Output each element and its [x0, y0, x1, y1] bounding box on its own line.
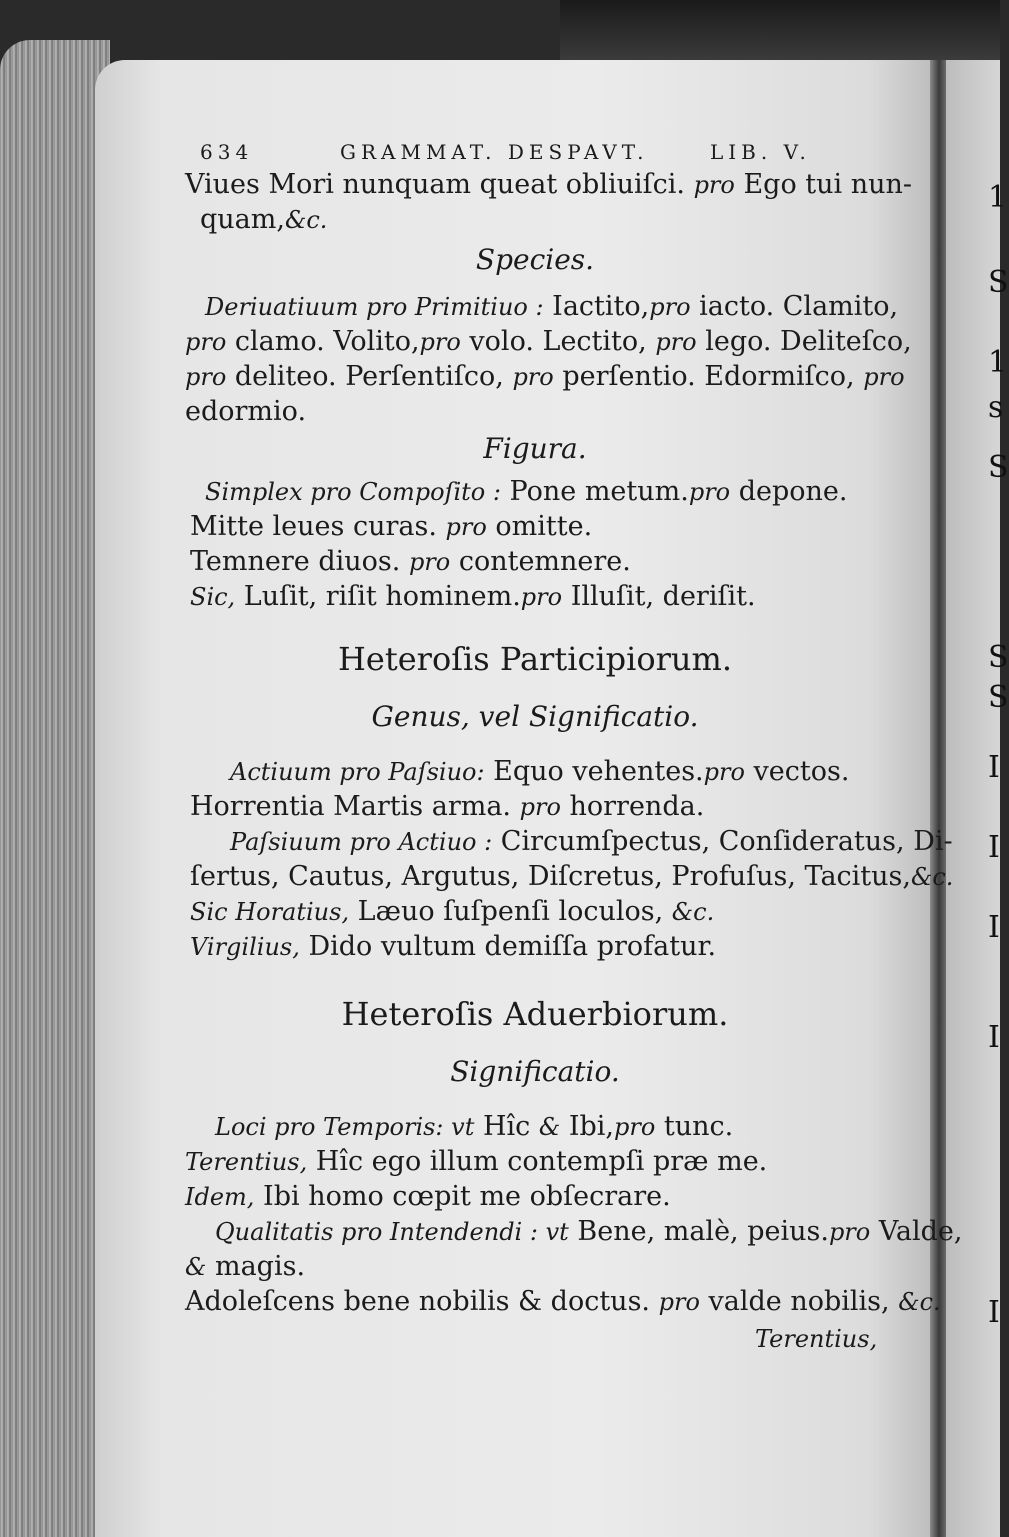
text-line: Viues Mori nunquam queat obliuiſci. pro Ego tui nun- [185, 169, 913, 200]
text-line: Temnere diuos. pro contemnere. [190, 546, 631, 577]
text-line: ſertus, Cautus, Argutus, Diſcretus, Profuſus, Tacitus,&c. [190, 861, 954, 892]
subheading-figura: Figura. [483, 432, 587, 465]
heading-participiorum: Heteroſis Participiorum. [338, 640, 732, 678]
heading-aduerbiorum: Heteroſis Aduerbiorum. [341, 995, 729, 1033]
facing-page-edge: 1 S 1 s S S S I I I I I [946, 60, 1000, 1537]
book-page-edges [0, 40, 110, 1537]
text-line: Actiuum pro Paſsiuo: Equo vehentes.pro vectos. [230, 756, 850, 787]
text-line: quam,&c. [200, 204, 328, 235]
page-number: 634 [200, 140, 254, 164]
text-line: & magis. [185, 1251, 306, 1282]
subheading-significatio: Significatio. [450, 1055, 620, 1088]
text-line: Sic Horatius, Læuo ſuſpenſi loculos, &c. [190, 896, 715, 927]
catchword: Terentius, [755, 1325, 878, 1353]
text-line: Paſsiuum pro Actiuo : Circumſpectus, Conſideratus, Di- [230, 826, 953, 857]
text-line: Sic, Luſit, riſit hominem.pro Illuſit, deriſit. [190, 581, 756, 612]
text-line: edormio. [185, 396, 307, 427]
book-number: LIB. V. [710, 140, 811, 164]
text-line: Deriuatiuum pro Primitiuo : Iactito,pro iacto. Clamito, [205, 291, 899, 322]
text-line: Terentius, Hîc ego illum contempſi præ me. [185, 1146, 768, 1177]
text-line: Simplex pro Compoſito : Pone metum.pro depone. [205, 476, 848, 507]
subheading-genus: Genus, vel Significatio. [371, 700, 699, 733]
text-line: Virgilius, Dido vultum demiſſa profatur. [190, 931, 717, 962]
text-line: pro clamo. Volito,pro volo. Lectito, pro lego. Deliteſco, [185, 326, 912, 357]
subheading-species: Species. [475, 243, 595, 276]
text-line: Adoleſcens bene nobilis & doctus. pro valde nobilis, &c. [185, 1286, 941, 1317]
text-line: Idem, Ibi homo cœpit me obſecrare. [185, 1181, 671, 1212]
text-line: pro deliteo. Perſentiſco, pro perſentio. Edormiſco, pro [185, 361, 905, 392]
text-line: Horrentia Martis arma. pro horrenda. [190, 791, 705, 822]
text-line: Qualitatis pro Intendendi : vt Bene, malè, peius.pro Valde, [215, 1216, 963, 1247]
running-title: GRAMMAT. DESPAVT. [340, 140, 649, 164]
text-line: Mitte leues curas. pro omitte. [190, 511, 593, 542]
book-binding-top [560, 0, 1000, 60]
text-line: Loci pro Temporis: vt Hîc & Ibi,pro tunc. [215, 1111, 734, 1142]
